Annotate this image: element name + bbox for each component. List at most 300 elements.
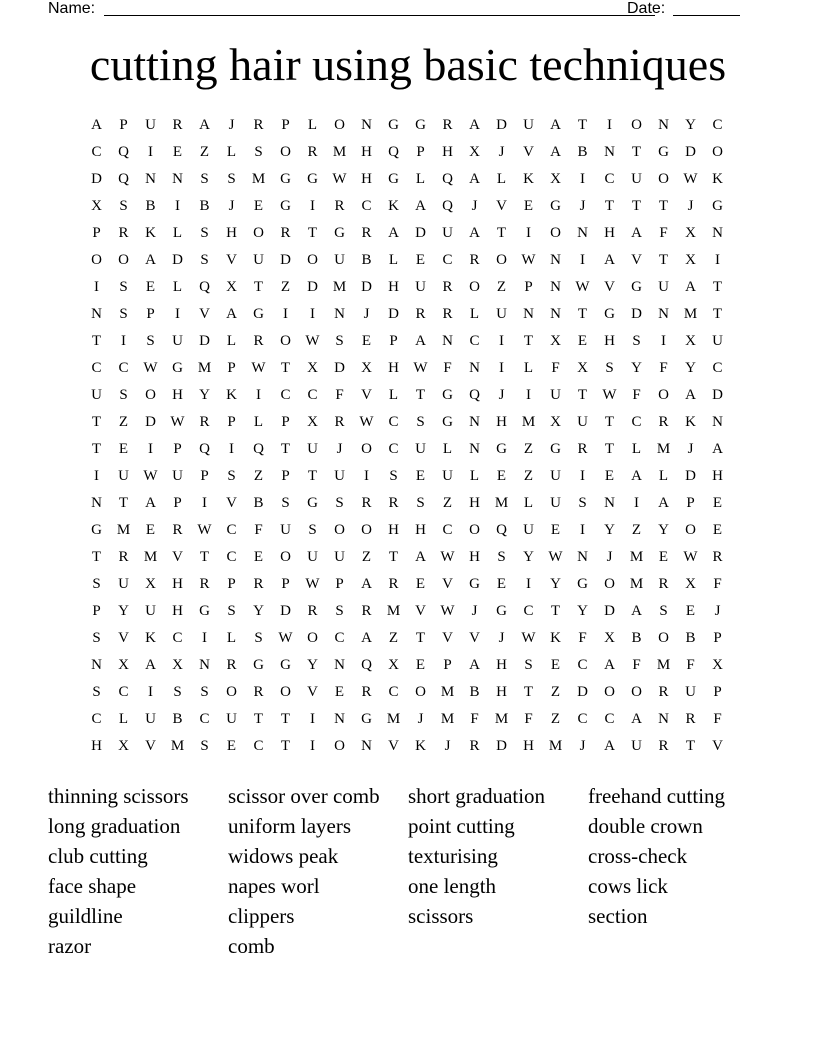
grid-letter: R <box>280 225 291 241</box>
grid-row <box>83 249 731 276</box>
grid-letter: I <box>310 738 315 754</box>
word-list-item: clippers <box>228 904 295 928</box>
grid-letter: R <box>253 684 264 700</box>
grid-letter: A <box>145 252 156 268</box>
grid-letter: L <box>469 468 480 484</box>
grid-row <box>83 411 731 438</box>
grid-letter: P <box>146 306 155 322</box>
grid-letter: R <box>253 576 264 592</box>
grid-letter: V <box>118 630 129 646</box>
grid-letter: L <box>388 252 399 268</box>
grid-letter: V <box>226 495 237 511</box>
grid-letter: A <box>712 441 723 457</box>
grid-letter: F <box>551 360 560 376</box>
grid-letter: T <box>415 387 426 403</box>
grid-letter: A <box>658 495 669 511</box>
word-list-item: short graduation <box>408 784 546 808</box>
grid-letter: G <box>496 441 507 457</box>
grid-letter: Q <box>118 171 129 187</box>
grid-letter: C <box>631 414 642 430</box>
grid-letter: P <box>416 144 425 160</box>
grid-letter: D <box>685 144 696 160</box>
grid-letter: A <box>199 117 210 133</box>
grid-letter: E <box>415 468 426 484</box>
grid-letter: A <box>604 738 615 754</box>
grid-letter: R <box>118 225 129 241</box>
grid-letter: G <box>388 117 399 133</box>
grid-letter: L <box>172 279 183 295</box>
grid-letter: O <box>307 252 318 268</box>
grid-row <box>83 735 731 762</box>
grid-letter: T <box>604 414 615 430</box>
grid-letter: M <box>494 495 509 511</box>
grid-letter: R <box>172 522 183 538</box>
grid-letter: C <box>388 414 399 430</box>
grid-letter: S <box>416 414 425 430</box>
date-field-line <box>673 15 740 16</box>
grid-letter: B <box>631 630 642 646</box>
grid-letter: E <box>334 684 345 700</box>
grid-letter: S <box>632 333 641 349</box>
name-label: Name: <box>48 0 96 17</box>
grid-letter: C <box>91 144 102 160</box>
grid-letter: O <box>604 576 615 592</box>
grid-letter: V <box>388 738 399 754</box>
grid-letter: K <box>388 198 399 214</box>
grid-letter: S <box>200 252 209 268</box>
grid-letter: A <box>685 279 696 295</box>
grid-letter: J <box>579 198 586 214</box>
grid-letter: A <box>91 117 102 133</box>
word-list-item: club cutting <box>48 844 148 868</box>
grid-letter: E <box>253 549 264 565</box>
grid-letter: I <box>715 252 720 268</box>
grid-letter: W <box>197 522 212 538</box>
grid-letter: F <box>632 387 641 403</box>
grid-letter: S <box>281 495 290 511</box>
grid-letter: R <box>226 657 237 673</box>
grid-letter: X <box>361 360 372 376</box>
grid-letter: C <box>388 684 399 700</box>
grid-letter: G <box>415 117 426 133</box>
grid-letter: T <box>523 333 534 349</box>
grid-letter: R <box>658 738 669 754</box>
grid-letter: U <box>415 279 426 295</box>
grid-letter: V <box>361 387 372 403</box>
grid-letter: C <box>118 684 129 700</box>
grid-letter: J <box>606 549 613 565</box>
grid-letter: X <box>172 657 183 673</box>
grid-letter: I <box>256 387 261 403</box>
grid-letter: L <box>442 441 453 457</box>
grid-letter: C <box>442 522 453 538</box>
grid-letter: P <box>686 495 695 511</box>
grid-letter: Q <box>388 144 399 160</box>
grid-letter: W <box>683 549 698 565</box>
grid-letter: O <box>334 117 345 133</box>
grid-letter: Z <box>523 441 534 457</box>
word-list-row <box>48 841 768 871</box>
grid-letter: U <box>226 711 237 727</box>
grid-letter: C <box>361 198 372 214</box>
grid-letter: T <box>712 306 723 322</box>
word-list-item: point cutting <box>408 814 515 838</box>
grid-letter: E <box>226 738 237 754</box>
grid-letter: W <box>602 387 617 403</box>
letter-grid <box>83 114 731 762</box>
grid-letter: I <box>175 198 180 214</box>
grid-letter: W <box>170 414 185 430</box>
grid-letter: C <box>388 441 399 457</box>
grid-letter: R <box>307 603 318 619</box>
grid-letter: H <box>469 549 480 565</box>
grid-letter: P <box>281 468 290 484</box>
grid-letter: Q <box>199 441 210 457</box>
grid-letter: T <box>658 198 669 214</box>
grid-letter: S <box>659 603 668 619</box>
grid-letter: C <box>712 360 723 376</box>
grid-letter: R <box>415 306 426 322</box>
grid-letter: H <box>388 360 399 376</box>
word-list-item: thinning scissors <box>48 784 189 808</box>
grid-letter: S <box>578 495 587 511</box>
grid-letter: P <box>173 495 182 511</box>
grid-letter: M <box>116 522 131 538</box>
grid-letter: G <box>604 306 615 322</box>
grid-letter: A <box>631 603 642 619</box>
grid-row <box>83 330 731 357</box>
grid-letter: N <box>361 738 372 754</box>
grid-letter: V <box>307 684 318 700</box>
grid-letter: H <box>712 468 723 484</box>
grid-letter: S <box>605 360 614 376</box>
grid-letter: D <box>415 225 426 241</box>
grid-letter: C <box>253 738 264 754</box>
grid-letter: H <box>172 576 183 592</box>
grid-letter: U <box>145 603 156 619</box>
grid-letter: I <box>148 144 153 160</box>
grid-letter: V <box>712 738 723 754</box>
grid-letter: E <box>145 279 156 295</box>
grid-letter: S <box>335 603 344 619</box>
grid-letter: H <box>496 657 507 673</box>
grid-letter: B <box>199 198 210 214</box>
grid-letter: S <box>227 603 236 619</box>
grid-letter: V <box>415 603 426 619</box>
grid-letter: U <box>91 387 102 403</box>
grid-letter: U <box>118 468 129 484</box>
grid-letter: P <box>173 441 182 457</box>
grid-letter: E <box>550 657 561 673</box>
grid-letter: E <box>415 576 426 592</box>
grid-letter: S <box>254 144 263 160</box>
grid-letter: I <box>634 495 639 511</box>
grid-letter: W <box>305 576 320 592</box>
grid-letter: J <box>687 198 694 214</box>
grid-letter: T <box>280 738 291 754</box>
grid-letter: M <box>197 360 212 376</box>
grid-letter: W <box>359 414 374 430</box>
grid-letter: E <box>523 198 534 214</box>
grid-letter: C <box>577 711 588 727</box>
grid-letter: R <box>442 306 453 322</box>
grid-row <box>83 519 731 546</box>
grid-letter: S <box>416 495 425 511</box>
grid-letter: L <box>226 630 237 646</box>
grid-letter: B <box>253 495 264 511</box>
grid-letter: Z <box>523 468 534 484</box>
word-list-item: scissors <box>408 904 474 928</box>
grid-letter: W <box>548 549 563 565</box>
grid-letter: Y <box>253 603 264 619</box>
grid-letter: Z <box>199 144 210 160</box>
grid-letter: C <box>577 657 588 673</box>
grid-letter: G <box>631 279 642 295</box>
grid-letter: K <box>685 414 696 430</box>
grid-letter: X <box>118 738 129 754</box>
grid-letter: E <box>118 441 129 457</box>
grid-letter: D <box>361 279 372 295</box>
grid-letter: Z <box>496 279 507 295</box>
grid-letter: M <box>656 657 671 673</box>
grid-letter: N <box>172 171 183 187</box>
grid-letter: T <box>631 198 642 214</box>
grid-letter: N <box>550 306 561 322</box>
grid-letter: L <box>226 144 237 160</box>
grid-letter: I <box>580 522 585 538</box>
grid-letter: H <box>226 225 237 241</box>
grid-letter: X <box>550 333 561 349</box>
grid-letter: R <box>469 738 480 754</box>
grid-letter: I <box>364 468 369 484</box>
grid-letter: T <box>712 279 723 295</box>
grid-letter: L <box>415 171 426 187</box>
grid-letter: R <box>361 603 372 619</box>
grid-letter: N <box>658 306 669 322</box>
grid-letter: H <box>442 144 453 160</box>
grid-letter: O <box>334 738 345 754</box>
grid-letter: S <box>308 522 317 538</box>
grid-letter: G <box>280 657 291 673</box>
grid-letter: I <box>526 225 531 241</box>
grid-letter: T <box>91 441 102 457</box>
grid-letter: A <box>361 576 372 592</box>
grid-row <box>83 303 731 330</box>
grid-letter: W <box>305 333 320 349</box>
grid-letter: C <box>91 711 102 727</box>
grid-letter: W <box>521 252 536 268</box>
grid-letter: O <box>712 144 723 160</box>
name-field-line <box>104 15 655 16</box>
grid-letter: A <box>145 657 156 673</box>
word-list-row <box>48 811 768 841</box>
grid-letter: T <box>415 630 426 646</box>
grid-letter: E <box>712 495 723 511</box>
grid-letter: A <box>361 630 372 646</box>
grid-letter: S <box>497 549 506 565</box>
grid-letter: M <box>386 711 401 727</box>
grid-letter: E <box>172 144 183 160</box>
grid-letter: N <box>199 657 210 673</box>
grid-letter: Y <box>685 360 696 376</box>
grid-letter: V <box>145 738 156 754</box>
grid-letter: U <box>523 522 534 538</box>
grid-letter: X <box>145 576 156 592</box>
grid-letter: W <box>251 360 266 376</box>
grid-letter: S <box>524 657 533 673</box>
grid-letter: I <box>94 468 99 484</box>
grid-letter: K <box>415 738 426 754</box>
grid-letter: U <box>442 468 453 484</box>
grid-letter: O <box>91 252 102 268</box>
grid-letter: H <box>361 144 372 160</box>
grid-letter: E <box>415 252 426 268</box>
grid-letter: G <box>334 225 345 241</box>
grid-letter: C <box>226 522 237 538</box>
grid-letter: U <box>145 711 156 727</box>
grid-letter: G <box>172 360 183 376</box>
grid-letter: A <box>415 549 426 565</box>
grid-letter: A <box>550 144 561 160</box>
grid-letter: X <box>712 657 723 673</box>
grid-letter: P <box>389 333 398 349</box>
grid-row <box>83 222 731 249</box>
grid-letter: Z <box>550 711 561 727</box>
grid-letter: O <box>658 171 669 187</box>
grid-letter: J <box>228 117 235 133</box>
grid-letter: U <box>631 171 642 187</box>
page-title: cutting hair using basic techniques <box>89 39 727 90</box>
grid-letter: M <box>629 576 644 592</box>
grid-letter: F <box>632 657 641 673</box>
grid-letter: D <box>685 468 696 484</box>
grid-letter: D <box>388 306 399 322</box>
grid-letter: M <box>521 414 536 430</box>
grid-letter: N <box>361 117 372 133</box>
grid-letter: I <box>580 171 585 187</box>
grid-letter: O <box>415 684 426 700</box>
grid-letter: Q <box>442 171 453 187</box>
grid-letter: A <box>604 657 615 673</box>
grid-letter: Z <box>550 684 561 700</box>
grid-letter: B <box>469 684 480 700</box>
grid-letter: D <box>199 333 210 349</box>
grid-letter: V <box>469 630 480 646</box>
grid-letter: T <box>550 603 561 619</box>
grid-letter: G <box>307 171 318 187</box>
grid-letter: N <box>712 414 723 430</box>
grid-letter: K <box>712 171 723 187</box>
grid-letter: G <box>550 441 561 457</box>
grid-letter: S <box>92 684 101 700</box>
grid-letter: G <box>280 198 291 214</box>
grid-letter: E <box>415 657 426 673</box>
grid-letter: Y <box>685 117 696 133</box>
grid-letter: M <box>251 171 266 187</box>
grid-letter: L <box>388 387 399 403</box>
grid-letter: O <box>280 144 291 160</box>
grid-letter: W <box>575 279 590 295</box>
grid-letter: G <box>253 657 264 673</box>
grid-letter: O <box>280 333 291 349</box>
grid-letter: Q <box>361 657 372 673</box>
grid-letter: T <box>604 441 615 457</box>
grid-letter: I <box>310 198 315 214</box>
date-label: Date: <box>627 0 666 17</box>
grid-letter: C <box>604 171 615 187</box>
grid-letter: L <box>658 468 669 484</box>
grid-letter: Z <box>442 495 453 511</box>
grid-letter: Z <box>118 414 129 430</box>
grid-letter: Q <box>442 198 453 214</box>
grid-letter: C <box>172 630 183 646</box>
grid-letter: C <box>226 549 237 565</box>
grid-letter: J <box>687 441 694 457</box>
grid-letter: X <box>388 657 399 673</box>
grid-letter: I <box>94 279 99 295</box>
grid-letter: D <box>91 171 102 187</box>
grid-letter: C <box>712 117 723 133</box>
grid-letter: X <box>307 414 318 430</box>
grid-row <box>83 438 731 465</box>
grid-letter: X <box>550 414 561 430</box>
grid-letter: R <box>118 549 129 565</box>
grid-letter: R <box>658 576 669 592</box>
grid-letter: P <box>92 225 101 241</box>
grid-letter: Z <box>388 630 399 646</box>
grid-letter: W <box>278 630 293 646</box>
grid-letter: R <box>253 117 264 133</box>
grid-row <box>83 654 731 681</box>
header <box>48 0 740 20</box>
grid-letter: H <box>388 522 399 538</box>
grid-letter: X <box>604 630 615 646</box>
grid-letter: N <box>550 252 561 268</box>
grid-letter: V <box>631 252 642 268</box>
grid-letter: G <box>469 576 480 592</box>
grid-letter: D <box>604 603 615 619</box>
grid-letter: J <box>363 306 370 322</box>
grid-letter: S <box>92 576 101 592</box>
grid-letter: U <box>253 252 264 268</box>
grid-letter: T <box>253 279 264 295</box>
grid-letter: J <box>579 738 586 754</box>
grid-letter: S <box>200 225 209 241</box>
word-list-item: section <box>588 904 648 928</box>
grid-letter: V <box>199 306 210 322</box>
grid-letter: G <box>496 603 507 619</box>
grid-letter: E <box>550 522 561 538</box>
grid-letter: G <box>280 171 291 187</box>
grid-letter: D <box>280 603 291 619</box>
grid-letter: I <box>526 576 531 592</box>
grid-letter: U <box>631 738 642 754</box>
grid-row <box>83 114 731 141</box>
grid-letter: O <box>280 684 291 700</box>
grid-letter: C <box>604 711 615 727</box>
grid-letter: R <box>388 495 399 511</box>
grid-letter: J <box>498 630 505 646</box>
grid-letter: W <box>440 603 455 619</box>
grid-letter: R <box>388 576 399 592</box>
grid-letter: T <box>253 711 264 727</box>
grid-letter: R <box>442 117 453 133</box>
grid-letter: C <box>199 711 210 727</box>
grid-letter: C <box>307 387 318 403</box>
grid-letter: V <box>496 198 507 214</box>
grid-letter: N <box>577 549 588 565</box>
grid-letter: J <box>471 603 478 619</box>
